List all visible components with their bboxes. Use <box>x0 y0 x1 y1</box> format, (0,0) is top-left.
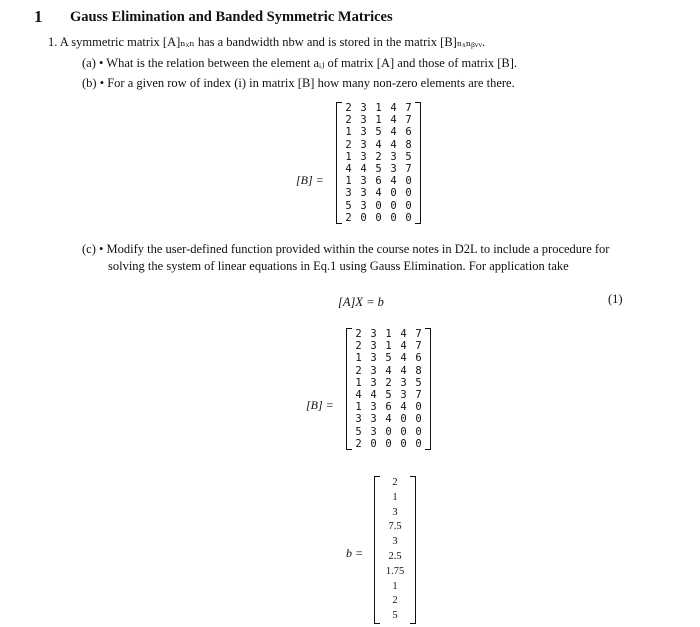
matrix-cell: 3 <box>370 425 377 438</box>
vector-cell: 5 <box>392 610 398 622</box>
matrix-cell: 1 <box>345 126 352 139</box>
matrix-cell: 4 <box>400 364 407 377</box>
matrix-b-second <box>346 328 431 450</box>
matrix-cell: 1 <box>345 150 352 163</box>
matrix-row <box>341 151 416 163</box>
matrix-cell: 4 <box>390 126 397 139</box>
matrix-cell: 3 <box>370 401 377 414</box>
matrix-cell: 3 <box>370 352 377 365</box>
matrix-cell: 0 <box>415 401 422 414</box>
matrix-cell: 2 <box>375 150 382 163</box>
matrix-cell: 1 <box>375 102 382 115</box>
question-part-b: (b) • For a given row of index (i) in matrix [B] how many non-zero elements are there. <box>82 76 515 90</box>
matrix-cell: 8 <box>405 138 412 151</box>
matrix-cell: 7 <box>405 163 412 176</box>
matrix-cell: 8 <box>415 364 422 377</box>
matrix-cell: 0 <box>415 425 422 438</box>
matrix-cell: 0 <box>415 437 422 450</box>
matrix-cell: 6 <box>415 352 422 365</box>
vector-cell: 7.5 <box>388 521 402 533</box>
matrix-cell: 4 <box>400 340 407 353</box>
matrix-cell: 0 <box>400 413 407 426</box>
matrix-cell: 0 <box>385 425 392 438</box>
vector-b-label: b = <box>346 546 364 560</box>
matrix-cell: 3 <box>390 163 397 176</box>
matrix-cell: 0 <box>390 211 397 224</box>
matrix-cell: 2 <box>345 114 352 127</box>
matrix-cell: 5 <box>405 150 412 163</box>
vector-cell: 2 <box>392 595 398 607</box>
matrix-cell: 2 <box>385 376 392 389</box>
matrix-cell: 4 <box>400 352 407 365</box>
matrix-row <box>351 426 426 438</box>
question-part-c-line1: (c) • Modify the user-defined function provided within the course notes in D2L to include a procedure for <box>82 242 610 256</box>
vector-cell: 3 <box>392 506 398 518</box>
matrix-cell: 4 <box>400 328 407 341</box>
matrix-cell: 0 <box>390 187 397 200</box>
matrix-cell: 0 <box>370 437 377 450</box>
matrix-b-label-second: [B] = <box>306 398 334 412</box>
vector-cell: 1 <box>392 580 398 592</box>
matrix-cell: 7 <box>415 389 422 402</box>
matrix-cell: 3 <box>360 114 367 127</box>
section-title: Gauss Elimination and Banded Symmetric Matrices <box>70 9 393 25</box>
matrix-cell: 2 <box>345 138 352 151</box>
matrix-row <box>351 413 426 425</box>
matrix-cell: 5 <box>415 376 422 389</box>
matrix-cell: 3 <box>360 187 367 200</box>
vector-cell: 3 <box>392 536 398 548</box>
matrix-cell: 0 <box>375 199 382 212</box>
section-number: 1 <box>34 7 43 26</box>
matrix-cell: 7 <box>405 114 412 127</box>
matrix-cell: 3 <box>360 126 367 139</box>
matrix-cell: 7 <box>415 340 422 353</box>
matrix-cell: 4 <box>345 163 352 176</box>
matrix-cell: 3 <box>370 340 377 353</box>
question-part-a: (a) • What is the relation between the element aᵢⱼ of matrix [A] and those of matrix [B]. <box>82 56 518 70</box>
vector-b <box>374 476 416 624</box>
matrix-cell: 0 <box>405 199 412 212</box>
matrix-cell: 3 <box>345 187 352 200</box>
matrix-row <box>341 200 416 212</box>
question-part-c-line2: solving the system of linear equations in Eq.1 using Gauss Elimination. For application take <box>108 259 569 273</box>
matrix-row <box>351 328 426 340</box>
matrix-cell: 1 <box>355 352 362 365</box>
matrix-row <box>351 340 426 352</box>
matrix-row <box>341 126 416 138</box>
matrix-cell: 5 <box>385 389 392 402</box>
matrix-cell: 2 <box>355 364 362 377</box>
matrix-cell: 3 <box>370 328 377 341</box>
matrix-row <box>341 102 416 114</box>
matrix-cell: 3 <box>400 389 407 402</box>
matrix-cell: 3 <box>355 413 362 426</box>
matrix-cell: 7 <box>405 102 412 115</box>
matrix-row <box>351 389 426 401</box>
matrix-cell: 5 <box>355 425 362 438</box>
matrix-cell: 3 <box>370 376 377 389</box>
matrix-cell: 3 <box>360 150 367 163</box>
matrix-row <box>351 365 426 377</box>
matrix-cell: 2 <box>345 211 352 224</box>
matrix-cell: 5 <box>375 126 382 139</box>
matrix-row <box>351 401 426 413</box>
matrix-cell: 2 <box>355 340 362 353</box>
matrix-cell: 0 <box>415 413 422 426</box>
question-intro: 1. A symmetric matrix [A]ₙₓₙ has a bandwidth nbw and is stored in the matrix [B]ₙₓₙᵦᵥᵥ. <box>48 35 486 49</box>
matrix-cell: 6 <box>385 401 392 414</box>
matrix-row <box>341 187 416 199</box>
matrix-cell: 3 <box>360 199 367 212</box>
matrix-row <box>351 438 426 450</box>
matrix-row <box>341 163 416 175</box>
matrix-cell: 1 <box>355 401 362 414</box>
equation: [A]X = b <box>338 295 384 309</box>
matrix-cell: 1 <box>345 175 352 188</box>
matrix-row <box>341 175 416 187</box>
matrix-cell: 4 <box>370 389 377 402</box>
matrix-cell: 7 <box>415 328 422 341</box>
matrix-b-label: [B] = <box>296 173 324 187</box>
matrix-cell: 3 <box>390 150 397 163</box>
matrix-cell: 3 <box>400 376 407 389</box>
matrix-cell: 4 <box>390 175 397 188</box>
matrix-cell: 4 <box>355 389 362 402</box>
vector-cell: 1 <box>392 491 398 503</box>
matrix-cell: 2 <box>355 328 362 341</box>
matrix-cell: 4 <box>400 401 407 414</box>
matrix-cell: 5 <box>345 199 352 212</box>
matrix-cell: 5 <box>385 352 392 365</box>
vector-cell: 2 <box>392 477 398 488</box>
matrix-cell: 4 <box>360 163 367 176</box>
matrix-cell: 4 <box>375 187 382 200</box>
matrix-cell: 0 <box>400 425 407 438</box>
matrix-cell: 0 <box>375 211 382 224</box>
matrix-cell: 0 <box>405 187 412 200</box>
matrix-cell: 4 <box>385 364 392 377</box>
equation-number: (1) <box>608 292 623 306</box>
matrix-cell: 2 <box>355 437 362 450</box>
matrix-cell: 0 <box>390 199 397 212</box>
matrix-cell: 1 <box>385 340 392 353</box>
matrix-cell: 6 <box>375 175 382 188</box>
matrix-b-first <box>336 102 421 224</box>
matrix-row <box>341 114 416 126</box>
matrix-cell: 2 <box>345 102 352 115</box>
matrix-cell: 3 <box>360 138 367 151</box>
matrix-row <box>351 377 426 389</box>
matrix-cell: 0 <box>385 437 392 450</box>
matrix-cell: 3 <box>360 102 367 115</box>
vector-cell: 2.5 <box>388 550 402 562</box>
matrix-cell: 0 <box>400 437 407 450</box>
matrix-cell: 4 <box>390 138 397 151</box>
matrix-cell: 6 <box>405 126 412 139</box>
matrix-cell: 5 <box>375 163 382 176</box>
matrix-cell: 3 <box>360 175 367 188</box>
matrix-cell: 4 <box>390 114 397 127</box>
matrix-row <box>351 352 426 364</box>
matrix-cell: 4 <box>385 413 392 426</box>
matrix-cell: 1 <box>385 328 392 341</box>
matrix-cell: 3 <box>370 364 377 377</box>
vector-cell: 1.75 <box>385 565 405 577</box>
matrix-cell: 1 <box>355 376 362 389</box>
matrix-cell: 0 <box>405 175 412 188</box>
matrix-cell: 0 <box>360 211 367 224</box>
matrix-row <box>341 212 416 224</box>
matrix-row <box>341 139 416 151</box>
matrix-cell: 0 <box>405 211 412 224</box>
matrix-cell: 4 <box>375 138 382 151</box>
matrix-cell: 3 <box>370 413 377 426</box>
matrix-cell: 4 <box>390 102 397 115</box>
matrix-cell: 1 <box>375 114 382 127</box>
